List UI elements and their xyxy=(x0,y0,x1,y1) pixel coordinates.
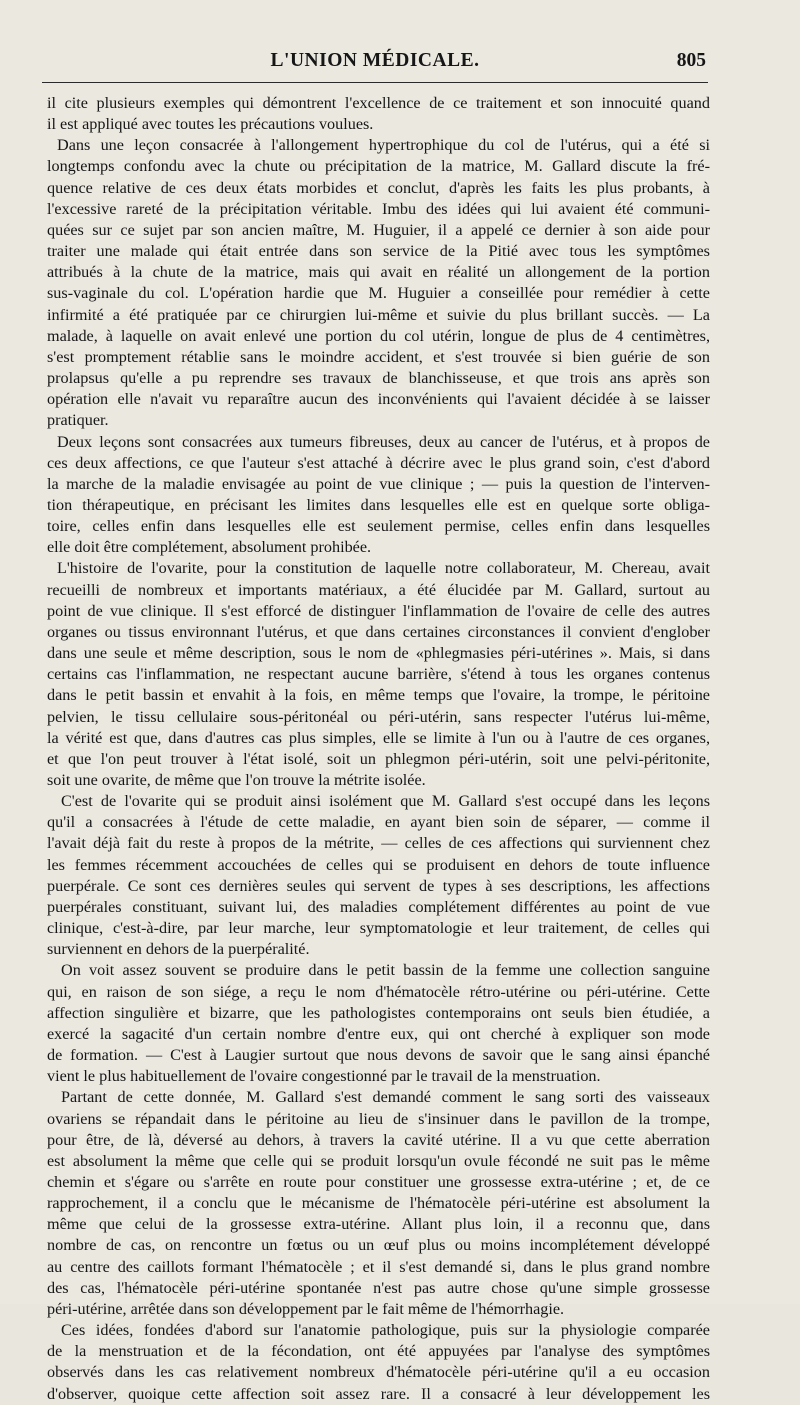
header-rule xyxy=(42,82,708,83)
text-line: pratiquer. xyxy=(47,411,109,430)
text-line: clinique, c'est-à-dire, par leur marche, leur symptomatologie et leur traitement, de celles qui xyxy=(47,919,710,938)
text-line: puerpérale. Ce sont ces dernières seules qui servent de types à ses descriptions, les affections xyxy=(47,876,710,895)
text-line: infirmité a été pratiquée par ce chirurgien lui-même et suivie du plus brillant succès. — La xyxy=(47,305,710,324)
text-line: la marche de la maladie envisagée au point de vue clinique ; — puis la question de l'interven- xyxy=(47,474,710,493)
text-line: même que celui de la grossesse extra-utérine. Allant plus loin, il a reconnu que, dans xyxy=(47,1215,710,1234)
paragraph xyxy=(47,1320,710,1405)
text-line: pelvien, le tissu cellulaire sous-péritonéal ou péri-utérin, sans respecter l'utérus lui-même, xyxy=(47,707,710,726)
text-line: d'observer, quoique cette affection soit assez rare. Il a consacré à leur développement les xyxy=(47,1384,710,1403)
paragraph xyxy=(47,960,710,1087)
text-line: de formation. — C'est à Laugier surtout que nous devons de savoir que le sang ainsi épanché xyxy=(47,1046,710,1065)
text-line: dans une seule et même description, sous le nom de «phlegmasies péri-utérines ». Mais, si dans xyxy=(47,644,710,663)
paragraph xyxy=(47,1087,710,1320)
text-line: Ces idées, fondées d'abord sur l'anatomie pathologique, puis sur la physiologie comparée xyxy=(61,1321,710,1340)
text-line: L'histoire de l'ovarite, pour la constitution de laquelle notre collaborateur, M. Chereau, avait xyxy=(57,559,710,578)
text-line: des cas, l'hématocèle péri-utérine spontanée n'est pas autre chose qu'une simple grossesse xyxy=(47,1278,710,1297)
text-line: affection singulière et bizarre, que les pathologistes contemporains ont seuls bien étudiée, a xyxy=(47,1003,710,1022)
text-line: vient le plus habituellement de l'ovaire congestionné par le travail de la menstruation. xyxy=(47,1067,601,1086)
text-line: elle doit être complétement, absolument prohibée. xyxy=(47,538,372,557)
text-line: pour être, de là, déversé au dehors, à travers la cavité utérine. Il a vu que cette aberration xyxy=(47,1130,710,1149)
text-line: les femmes récemment accouchées de celles qui se produisent en dehors de toute influence xyxy=(47,855,710,874)
text-line: qu'il a consacrées à l'étude de cette maladie, en ayant bien soin de séparer, — comme il xyxy=(47,813,710,832)
text-line: attribués à la chute de la matrice, mais qui avait en réalité un allongement de la portion xyxy=(47,263,710,282)
text-line: l'excessive rareté de la précipitation véritable. Imbu des idées qui lui avaient été communi- xyxy=(47,199,710,218)
text-line: nombre de cas, on rencontre un fœtus ou un œuf plus ou moins incomplétement développé xyxy=(47,1236,710,1255)
article-body xyxy=(47,93,710,1405)
paragraph xyxy=(47,135,710,431)
text-line: il cite plusieurs exemples qui démontrent l'excellence de ce traitement et son innocuité quand xyxy=(47,94,710,112)
text-line: chemin et s'égare ou s'arrête en route pour constituer une grossesse extra-utérine ; et, de ce xyxy=(47,1172,710,1191)
text-line: et que l'on peut trouver à l'état isolé, soit un phlegmon péri-utérin, soit une pelvi-péritonite, xyxy=(47,749,710,768)
text-line: traiter une malade qui était entrée dans son service de la Pitié avec tous les symptômes xyxy=(47,242,710,261)
text-line: exercé la sagacité d'un certain nombre d'entre eux, qui ont cherché à expliquer son mode xyxy=(47,1024,710,1043)
page-number: 805 xyxy=(676,50,706,71)
text-line: surviennent en dehors de la puerpéralité. xyxy=(47,940,310,959)
paragraph xyxy=(47,93,710,135)
text-line: point de vue clinique. Il s'est efforcé de distinguer l'inflammation de l'ovaire de celle des autres xyxy=(47,601,710,620)
text-line: l'avait déjà fait du reste à propos de la métrite, — celles de ces affections qui surviennent chez xyxy=(47,834,710,853)
text-line: il est appliqué avec toutes les précautions voulues. xyxy=(47,115,374,134)
text-line: C'est de l'ovarite qui se produit ainsi isolément que M. Gallard s'est occupé dans les leçons xyxy=(61,792,710,811)
text-line: recueilli de nombreux et importants matériaux, a été élucidée par M. Gallard, surtout au xyxy=(47,580,710,599)
text-line: ovariens se répandait dans le péritoine au lieu de s'insinuer dans le pavillon de la trompe, xyxy=(47,1109,710,1128)
text-line: rapprochement, il a conclu que le mécanisme de l'hématocèle péri-utérine est absolument la xyxy=(47,1194,710,1213)
text-line: Deux leçons sont consacrées aux tumeurs fibreuses, deux au cancer de l'utérus, et à propos de xyxy=(57,432,710,451)
text-line: prolapsus qu'elle a pu reprendre ses travaux de blanchisseuse, et que trois ans après son xyxy=(47,369,710,388)
text-line: toire, celles enfin dans lesquelles elle est seulement permise, celles enfin dans lesquelles xyxy=(47,517,710,536)
journal-title: L'UNION MÉDICALE. xyxy=(270,50,480,71)
text-line: On voit assez souvent se produire dans le petit bassin de la femme une collection sanguine xyxy=(61,961,710,980)
text-line: Dans une leçon consacrée à l'allongement hypertrophique du col de l'utérus, qui a été si xyxy=(57,136,710,155)
paragraph xyxy=(47,432,710,559)
text-line: au centre des caillots formant l'hématocèle ; et il s'est demandé si, dans le plus grand nombre xyxy=(47,1257,710,1276)
text-line: s'est promptement rétablie sans le moindre accident, et s'est trouvée si bien guérie de son xyxy=(47,347,710,366)
text-line: longtemps confondu avec la chute ou précipitation de la matrice, M. Gallard discute la fré- xyxy=(47,157,710,176)
text-line: quées sur ce sujet par son ancien maître, M. Huguier, il a appelé ce dernier à son aide pour xyxy=(47,220,710,239)
text-line: péri-utérine, arrêtée dans son développement par le fait même de l'hémorrhagie. xyxy=(47,1299,565,1318)
text-line: quence relative de ces deux états morbides et conclut, d'après les faits les plus probants, à xyxy=(47,178,710,197)
text-line: puerpérales constituant, suivant lui, des maladies complétement différentes au point de vue xyxy=(47,897,710,916)
paragraph xyxy=(47,791,710,960)
text-line: tion thérapeutique, en précisant les limites dans lesquelles elle est en quelque sorte obliga- xyxy=(47,495,710,514)
text-line: organes ou tissus environnant l'utérus, et que dans certaines circonstances il convient d'englober xyxy=(47,622,710,641)
text-line: qui, en raison de son siége, a reçu le nom d'hématocèle rétro-utérine ou péri-utérine. Cette xyxy=(47,982,710,1001)
text-line: soit une ovarite, de même que l'on trouve la métrite isolée. xyxy=(47,771,426,789)
text-line: la vérité est que, dans d'autres cas plus simples, elle se limite à l'un ou à l'autre de ces organes, xyxy=(47,728,710,747)
text-line: sus-vaginale du col. L'opération hardie que M. Huguier a conseillée pour remédier à cette xyxy=(47,284,710,303)
text-line: est absolument la même que celle qui se produit lorsqu'un ovule fécondé ne suit pas le même xyxy=(47,1151,710,1170)
text-line: de la menstruation et de la fécondation, ont été appuyées par l'analyse des symptômes xyxy=(47,1342,710,1361)
text-line: malade, à laquelle on avait enlevé une portion du col utérin, longue de plus de 4 centimètres, xyxy=(47,326,710,345)
text-line: ces deux affections, ce que l'auteur s'est attaché à décrire avec le plus grand soin, c'est d'abord xyxy=(47,453,710,472)
text-line: dans le petit bassin et envahit à la fois, en même temps que l'ovaire, la trompe, le péritoine xyxy=(47,686,710,705)
text-line: opération elle n'avait vu reparaître aucun des inconvénients qui l'avaient décidée à se laisser xyxy=(47,390,710,409)
text-line: certains cas l'inflammation, ne respectant aucune barrière, s'étend à tous les organes contenus xyxy=(47,665,710,684)
text-line: Partant de cette donnée, M. Gallard s'est demandé comment le sang sorti des vaisseaux xyxy=(61,1088,710,1107)
running-head xyxy=(42,48,708,78)
paragraph xyxy=(47,558,710,791)
text-line: observés dans les cas relativement nombreux d'hématocèle péri-utérine qu'il a eu occasion xyxy=(47,1363,710,1382)
